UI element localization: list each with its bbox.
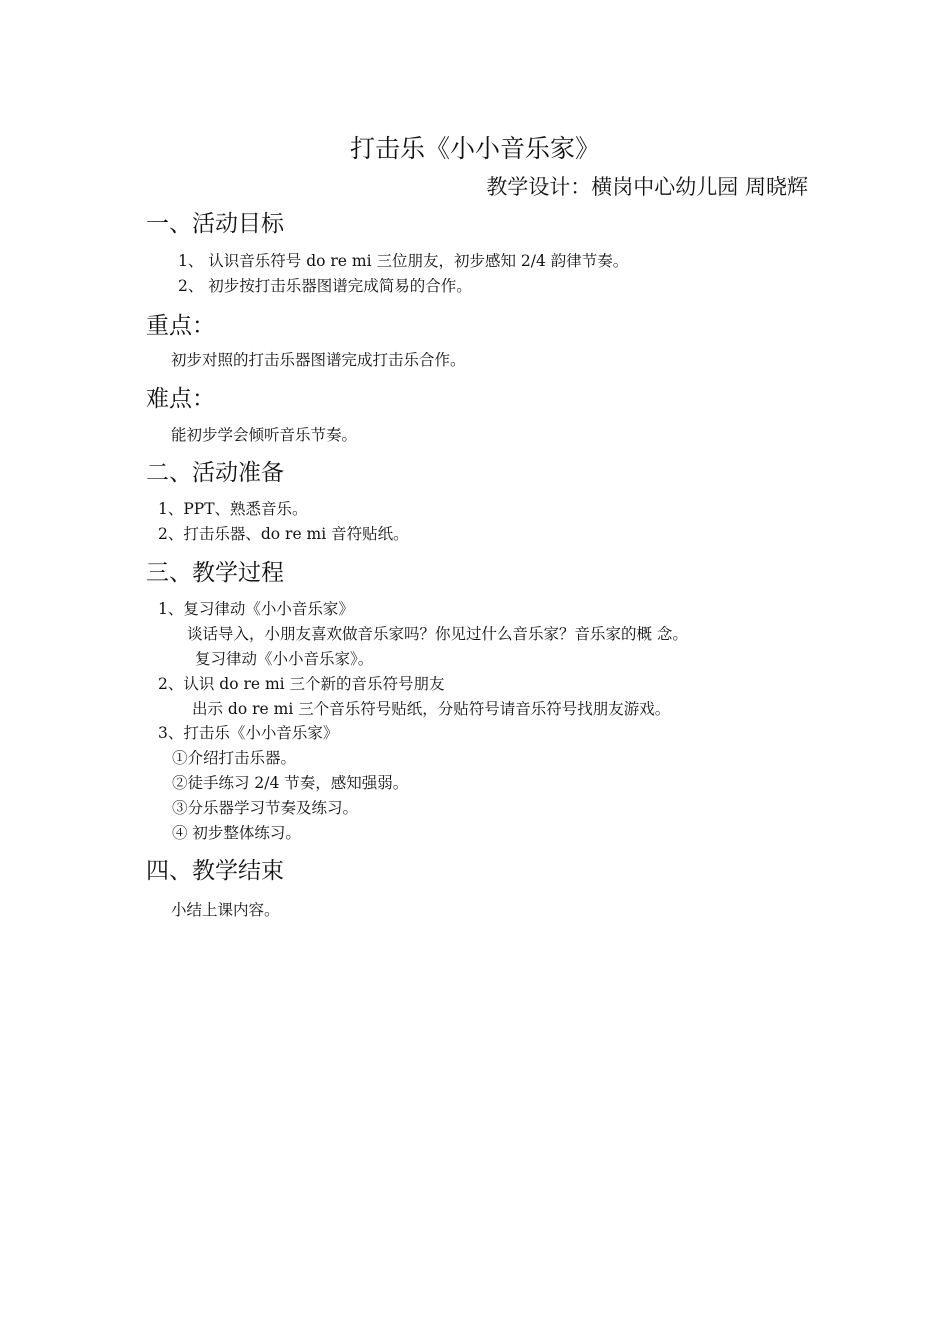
section-heading-preparation: 二、活动准备 [146,460,284,486]
goal-item: 1、 认识音乐符号 do re mi 三位朋友，初步感知 2/4 韵律节奏。 [178,252,629,270]
key-point-text: 初步对照的打击乐器图谱完成打击乐合作。 [171,351,466,369]
section-heading-key-point: 重点： [146,313,215,339]
preparation-item: 2、打击乐器、do re mi 音符贴纸。 [158,525,409,543]
goal-item: 2、 初步按打击乐器图谱完成简易的合作。 [178,277,472,295]
process-line: 2、认识 do re mi 三个新的音乐符号朋友 [158,675,445,693]
process-line: 1、复习律动《小小音乐家》 [158,600,354,618]
process-line: 3、打击乐《小小音乐家》 [158,724,339,742]
document-title: 打击乐《小小音乐家》 [349,134,600,163]
difficulty-text: 能初步学会倾听音乐节奏。 [171,426,358,444]
section-heading-ending: 四、教学结束 [146,858,284,884]
process-line: ①介绍打击乐器。 [172,749,297,767]
author-line: 教学设计：横岗中心幼儿园 周晓辉 [486,175,808,199]
process-line: 出示 do re mi 三个音乐符号贴纸，分贴符号请音乐符号找朋友游戏。 [192,700,671,718]
process-line: ③分乐器学习节奏及练习。 [172,799,359,817]
section-heading-goals: 一、活动目标 [146,211,284,237]
process-line: 复习律动《小小音乐家》。 [195,650,374,668]
ending-text: 小结上课内容。 [171,901,280,919]
process-line: 谈话导入，小朋友喜欢做音乐家吗？你见过什么音乐家？音乐家的概 念。 [187,625,688,643]
preparation-item: 1、PPT、熟悉音乐。 [158,500,308,518]
process-line: ②徒手练习 2/4 节奏，感知强弱。 [172,774,409,792]
section-heading-process: 三、教学过程 [146,560,284,586]
process-line: ④ 初步整体练习。 [172,824,301,842]
section-heading-difficulty: 难点： [146,386,215,412]
